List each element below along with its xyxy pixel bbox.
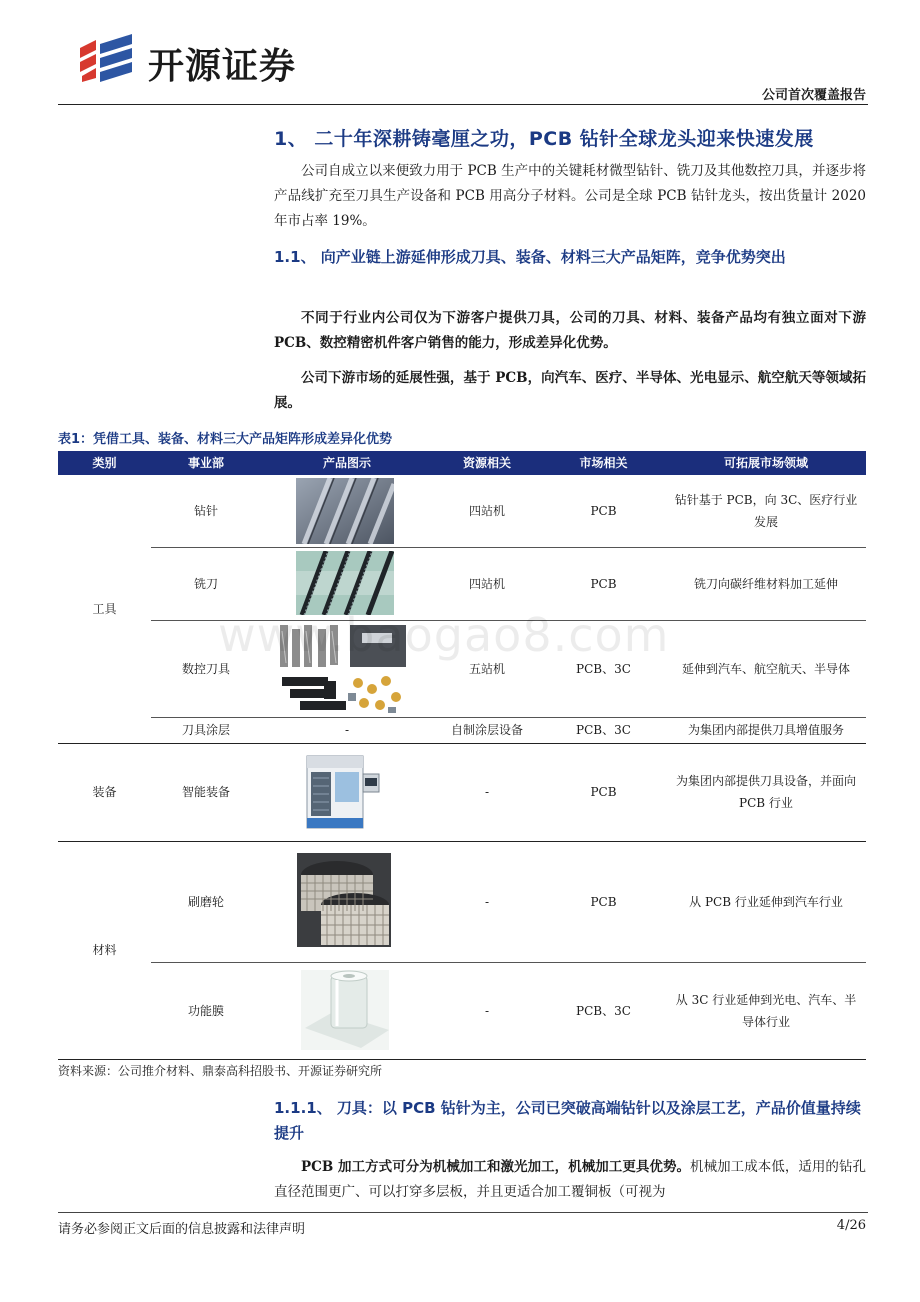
row-drill-division: 钻针 [193, 504, 218, 518]
row-drill-market: PCB [590, 504, 617, 518]
brand-logo-icon [78, 34, 134, 82]
row-brush-expand: 从 PCB 行业延伸到汽车行业 [689, 894, 843, 909]
footer-divider [58, 1212, 868, 1213]
row-equipment-division: 智能装备 [181, 785, 230, 799]
milling-cutter-image [296, 551, 394, 615]
header-resource: 资源相关 [462, 456, 511, 470]
brush-wheel-image [297, 853, 391, 947]
section-1-1-1-lead: PCB 加工方式可分为机械加工和激光加工，机械加工更具优势。 [301, 1159, 691, 1175]
section-1-1-1-body: 机械加工成本低，适用的钻孔直径范围更广、可以打穿多层板，并且更适合加工覆铜板（可视为 [274, 1159, 867, 1200]
watermark: www.baogao8.com [218, 608, 670, 662]
smart-equipment-image [301, 750, 393, 834]
row-equipment-market: PCB [590, 785, 617, 799]
row-coating-image: - [344, 723, 350, 737]
category-materials: 材料 [92, 943, 117, 957]
header-expand: 可拓展市场领域 [723, 456, 808, 470]
category-equipment: 装备 [92, 785, 117, 799]
table-bottom-border [58, 1059, 866, 1060]
row-coating-division: 刀具涂层 [181, 723, 230, 737]
row-brush-resource: - [484, 894, 490, 909]
row-coating-resource: 自制涂层设备 [450, 723, 523, 737]
table-title: 表1：凭借工具、装备、材料三大产品矩阵形成差异化优势 [58, 432, 393, 447]
section-1-1-1-heading: 1.1.1、 刀具：以 PCB 钻针为主，公司已突破高端钻针以及涂层工艺，产品价值量持续提升 [274, 1099, 861, 1142]
section-1-heading: 1、 二十年深耕铸毫厘之功，PCB 钻针全球龙头迎来快速发展 [274, 128, 814, 150]
category-tools: 工具 [92, 602, 117, 616]
header-market: 市场相关 [579, 456, 628, 470]
row-mill-division: 铣刀 [193, 576, 218, 591]
row-coating-expand: 为集团内部提供刀具增值服务 [687, 723, 844, 737]
section-1-paragraph: 公司自成立以来便致力用于 PCB 生产中的关键耗材微型钻针、铣刀及其他数控刀具，并逐步将产品线扩充至刀具生产设备和 PCB 用高分子材料。公司是全球 PCB 钻针龙头，按出货量计 2020 年市占率 19%。 [274, 163, 866, 229]
table-header-row [58, 451, 866, 475]
row-cnc-division: 数控刀具 [181, 661, 230, 676]
header-division: 事业部 [187, 456, 224, 470]
report-type: 公司首次覆盖报告 [761, 88, 866, 103]
page-number: 4/26 [836, 1218, 866, 1233]
row-drill-expand: 钻针基于 PCB，向 3C、医疗行业发展 [674, 493, 858, 529]
row-cnc-expand: 延伸到汽车、航空航天、半导体 [681, 661, 850, 676]
row-drill-resource: 四站机 [468, 504, 505, 518]
row-cnc-market: PCB、3C [576, 661, 631, 676]
row-equipment-expand: 为集团内部提供刀具设备，并面向 PCB 行业 [676, 774, 857, 810]
row-film-expand: 从 3C 行业延伸到光电、汽车、半导体行业 [675, 992, 857, 1029]
row-brush-market: PCB [590, 894, 617, 909]
drill-bit-image [296, 478, 394, 544]
section-1-1-1-paragraph [274, 1155, 866, 1205]
row-film-resource: - [484, 1003, 490, 1018]
row-film-division: 功能膜 [187, 1003, 224, 1018]
row-mill-resource: 四站机 [468, 576, 505, 591]
row-coating-market: PCB、3C [576, 723, 631, 737]
brand-name: 开源证券 [148, 46, 297, 87]
header-image: 产品图示 [322, 456, 371, 470]
row-equipment-resource: - [484, 785, 490, 799]
footer-disclaimer: 请务必参阅正文后面的信息披露和法律声明 [58, 1222, 306, 1237]
row-mill-market: PCB [590, 576, 617, 591]
header-category: 类别 [92, 456, 117, 470]
header-divider [58, 104, 868, 105]
row-cnc-resource: 五站机 [468, 661, 505, 676]
section-1-1-paragraph-1: 不同于行业内公司仅为下游客户提供刀具，公司的刀具、材料、装备产品均有独立面对下游 PCB、数控精密机件客户销售的能力，形成差异化优势。 [274, 310, 866, 351]
row-film-market: PCB、3C [576, 1003, 631, 1018]
row-mill-expand: 铣刀向碳纤维材料加工延伸 [693, 576, 838, 591]
functional-film-image [301, 970, 389, 1050]
section-1-1-paragraph-2: 公司下游市场的延展性强，基于 PCB，向汽车、医疗、半导体、光电显示、航空航天等领域拓展。 [274, 370, 866, 411]
table-source: 资料来源：公司推介材料、鼎泰高科招股书、开源证券研究所 [58, 1064, 383, 1078]
page-header [58, 28, 868, 104]
row-brush-division: 刷磨轮 [187, 894, 224, 909]
section-1-1-heading: 1.1、 向产业链上游延伸形成刀具、装备、材料三大产品矩阵，竞争优势突出 [274, 248, 786, 266]
